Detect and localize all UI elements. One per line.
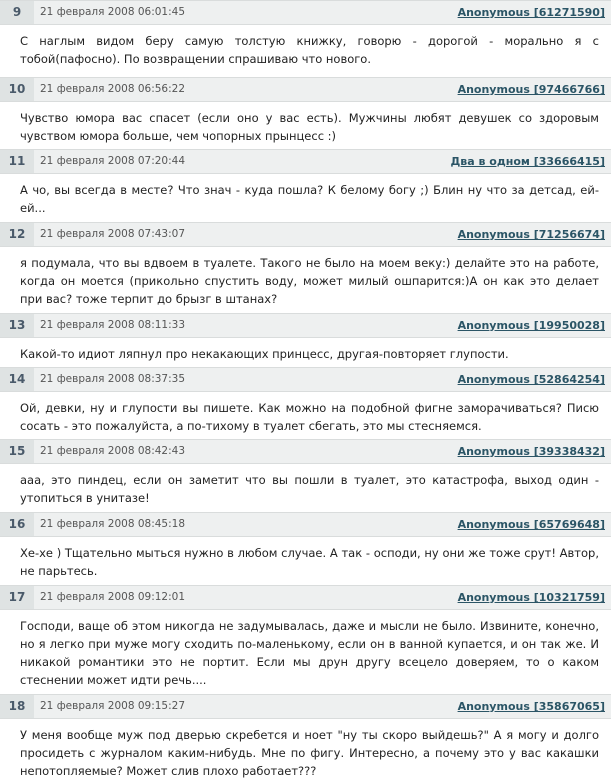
- comment-date: 21 февраля 2008 06:56:22: [40, 83, 186, 95]
- comment-text: я подумала, что вы вдвоем в туалете. Такого не было на моем веку:) делайте это на работе, когда он моется (прикольно спустить воду, может милый ошпарится:)А он как это делает при вас? тоже терпит до брызг в штанах?: [20, 256, 599, 306]
- comment-number: 12: [0, 223, 34, 246]
- comment-header: [0, 512, 611, 537]
- comment-header: [0, 0, 611, 25]
- comment-header: [0, 367, 611, 392]
- comment-text: Господи, ваще об этом никогда не задумывалась, даже и мысли не было. Извините, конечно, но я легко при муже могу сходить по-маленькому, если он в ванной купается, и он так же. И никакой романтики это не портит. Если мы друн другу всецело доверяем, то о каком стеснении может идти речь....: [20, 619, 599, 687]
- comment-number: 13: [0, 314, 34, 337]
- comment-author-link[interactable]: Anonymous [65769648]: [457, 518, 605, 531]
- comment-number: 14: [0, 368, 34, 391]
- comment-number: 17: [0, 586, 34, 609]
- comment-date: 21 февраля 2008 06:01:45: [40, 6, 186, 18]
- comment-item: [0, 0, 611, 77]
- comment-text: Какой-то идиот ляпнул про некакающих принцесс, другая-повторяет глупости.: [20, 347, 509, 361]
- comment-author-link[interactable]: Anonymous [71256674]: [457, 228, 605, 241]
- comment-number: 9: [0, 1, 34, 24]
- comment-header: [0, 222, 611, 247]
- comment-date: 21 февраля 2008 08:11:33: [40, 319, 186, 331]
- comment-header: [0, 585, 611, 610]
- comment-text: Чувство юмора вас спасет (если оно у вас есть). Мужчины любят девушек со здоровым чувством юмора больше, чем чопорных прынцесс :): [20, 111, 599, 143]
- comment-date: 21 февраля 2008 09:15:27: [40, 700, 186, 712]
- comment-text: С наглым видом беру самую толстую книжку, говорю - дорогой - морально я с тобой(пафосно). По возвращении спрашиваю что нового.: [20, 34, 599, 66]
- comment-author-link[interactable]: Два в одном [33666415]: [450, 155, 605, 168]
- comment-number: 18: [0, 695, 34, 718]
- comment-text: А чо, вы всегда в месте? Что знач - куда пошла? К белому богу ;) Блин ну что за детсад, ей-ей...: [20, 183, 599, 215]
- comment-item: [0, 149, 611, 222]
- comment-date: 21 февраля 2008 08:45:18: [40, 518, 186, 530]
- comment-header: [0, 149, 611, 174]
- comment-author-link[interactable]: Anonymous [19950028]: [457, 319, 605, 332]
- comment-date: 21 февраля 2008 08:42:43: [40, 445, 186, 457]
- comment-item: [0, 77, 611, 149]
- comment-text: Ой, девки, ну и глупости вы пишете. Как можно на подобной фигне заморачиваться? Писю сосать - это пожалуйста, а по-тихому в туалет сбегать, это мы стесняемся.: [20, 401, 599, 433]
- comment-author-link[interactable]: Anonymous [61271590]: [457, 6, 605, 19]
- comment-author-link[interactable]: Anonymous [97466766]: [457, 83, 605, 96]
- comment-number: 15: [0, 440, 34, 463]
- comment-item: [0, 439, 611, 512]
- comment-date: 21 февраля 2008 07:43:07: [40, 228, 186, 240]
- comment-author-link[interactable]: Anonymous [52864254]: [457, 373, 605, 386]
- comment-text: Хе-хе ) Тщательно мыться нужно в любом случае. А так - осподи, ну они же тоже срут! Автор, не парьтесь.: [20, 546, 599, 578]
- comment-number: 10: [0, 78, 34, 101]
- comment-number: 11: [0, 150, 34, 173]
- comment-number: 16: [0, 513, 34, 536]
- comment-date: 21 февраля 2008 07:20:44: [40, 155, 186, 167]
- comment-item: [0, 313, 611, 367]
- comment-item: [0, 585, 611, 694]
- comment-header: [0, 694, 611, 719]
- comment-text: У меня вообще муж под дверью скребется и ноет "ну ты скоро выйдешь?" А я могу и долго просидеть с журналом каким-нибудь. Мне по фигу. Интересно, а почему это у вас какашки непотопляемые? Может слив плохо работает???: [20, 728, 599, 778]
- comment-author-link[interactable]: Anonymous [10321759]: [457, 591, 605, 604]
- comment-date: 21 февраля 2008 08:37:35: [40, 373, 186, 385]
- comment-author-link[interactable]: Anonymous [39338432]: [457, 445, 605, 458]
- comment-item: [0, 694, 611, 783]
- comment-author-link[interactable]: Anonymous [35867065]: [457, 700, 605, 713]
- comment-item: [0, 512, 611, 585]
- comment-header: [0, 313, 611, 338]
- comment-header: [0, 77, 611, 102]
- comment-item: [0, 367, 611, 439]
- comment-text: ааа, это пиндец, если он заметит что вы пошли в туалет, это катастрофа, выход один - утопиться в унитазе!: [20, 473, 599, 505]
- comment-item: [0, 222, 611, 313]
- comment-date: 21 февраля 2008 09:12:01: [40, 591, 186, 603]
- comment-header: [0, 439, 611, 464]
